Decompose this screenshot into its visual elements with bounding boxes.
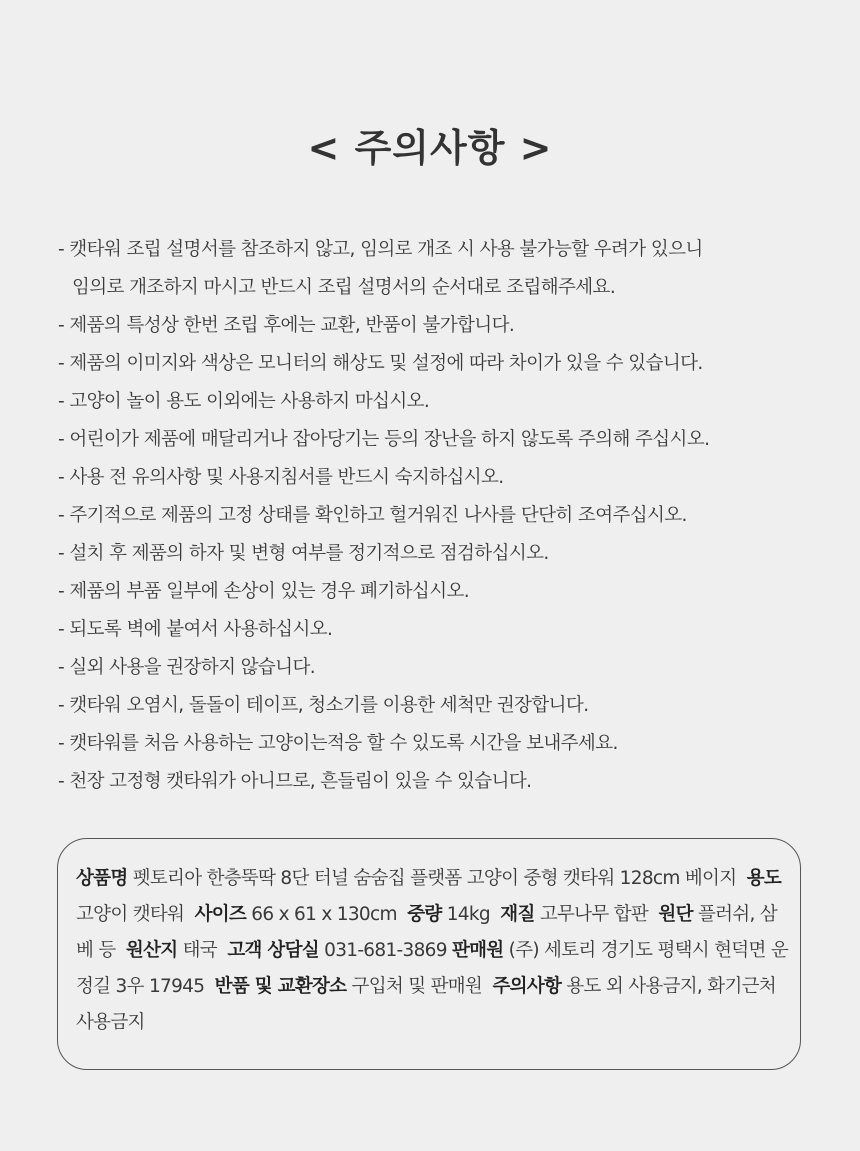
caution-list — [58, 231, 838, 801]
caution-item: - 실외 사용을 권장하지 않습니다. — [58, 657, 316, 678]
caution-item: - 캣타워 오염시, 돌돌이 테이프, 청소기를 이용한 세척만 권장합니다. — [58, 695, 589, 716]
caution-item: - 고양이 놀이 용도 이외에는 사용하지 마십시오. — [58, 391, 430, 412]
caution-item: - 되도록 벽에 붙여서 사용하십시오. — [58, 619, 333, 640]
usage-value: 고양이 캣타워 — [76, 904, 185, 925]
fabric-label: 원단 — [658, 904, 693, 925]
caution-item: - 사용 전 유의사항 및 사용지침서를 반드시 숙지하십시오. — [58, 467, 504, 488]
caution-item: - 천장 고정형 캣타워가 아니므로, 흔들림이 있을 수 있습니다. — [58, 771, 532, 792]
return-label: 반품 및 교환장소 — [214, 976, 347, 997]
page-title: < 주의사항 > — [307, 126, 553, 170]
caution-item: - 캣타워 조립 설명서를 참조하지 않고, 임의로 개조 시 사용 불가능할 우려가 있으니 — [58, 239, 703, 260]
cs-label: 고객 상담실 — [227, 940, 319, 961]
seller-label: 판매원 — [451, 940, 504, 961]
origin-value: 태국 — [182, 940, 217, 961]
material-value: 고무나무 합판 — [539, 904, 649, 925]
caution-item-continued: 임의로 개조하지 마시고 반드시 조립 설명서의 순서대로 조립해주세요. — [72, 277, 616, 298]
seller-value: (주) 세토리 경기도 평택시 현덕면 운정길 3우 17945 — [76, 940, 789, 997]
origin-label: 원산지 — [125, 940, 178, 961]
caution-item: - 캣타워를 처음 사용하는 고양이는적응 할 수 있도록 시간을 보내주세요. — [58, 733, 618, 754]
fabric-value: 플러쉬, 삼베 등 — [76, 904, 777, 961]
weight-value: 14kg — [446, 904, 490, 925]
product-name-label: 상품명 — [76, 868, 128, 889]
caution-item: - 제품의 특성상 한번 조립 후에는 교환, 반품이 불가합니다. — [58, 315, 515, 336]
cs-value: 031-681-3869 — [324, 940, 447, 961]
caution-item: - 설치 후 제품의 하자 및 변형 여부를 정기적으로 점검하십시오. — [58, 543, 549, 564]
size-label: 사이즈 — [194, 904, 247, 925]
caution-item: - 주기적으로 제품의 고정 상태를 확인하고 헐거워진 나사를 단단히 조여주십시오. — [58, 505, 687, 526]
weight-label: 중량 — [407, 904, 442, 925]
usage-label: 용도 — [746, 868, 782, 889]
caution-item: - 제품의 부품 일부에 손상이 있는 경우 폐기하십시오. — [58, 581, 470, 602]
caution-label: 주의사항 — [492, 976, 562, 997]
caution-item: - 제품의 이미지와 색상은 모니터의 해상도 및 설정에 따라 차이가 있을 수 있습니다. — [58, 353, 703, 374]
caution-value: 용도 외 사용금지, 화기근처 사용금지 — [76, 976, 776, 1033]
material-label: 재질 — [500, 904, 535, 925]
size-value: 66 x 61 x 130cm — [251, 904, 397, 925]
product-name-value: 펫토리아 한층뚝딱 8단 터널 숨숨집 플랫폼 고양이 중형 캣타워 128cm 베이지 — [132, 868, 737, 889]
return-value: 구입처 및 판매원 — [351, 976, 483, 997]
product-info-text — [76, 861, 791, 1041]
product-info-box — [57, 838, 801, 1070]
caution-item: - 어린이가 제품에 매달리거나 잡아당기는 등의 장난을 하지 않도록 주의해 주십시오. — [58, 429, 710, 450]
